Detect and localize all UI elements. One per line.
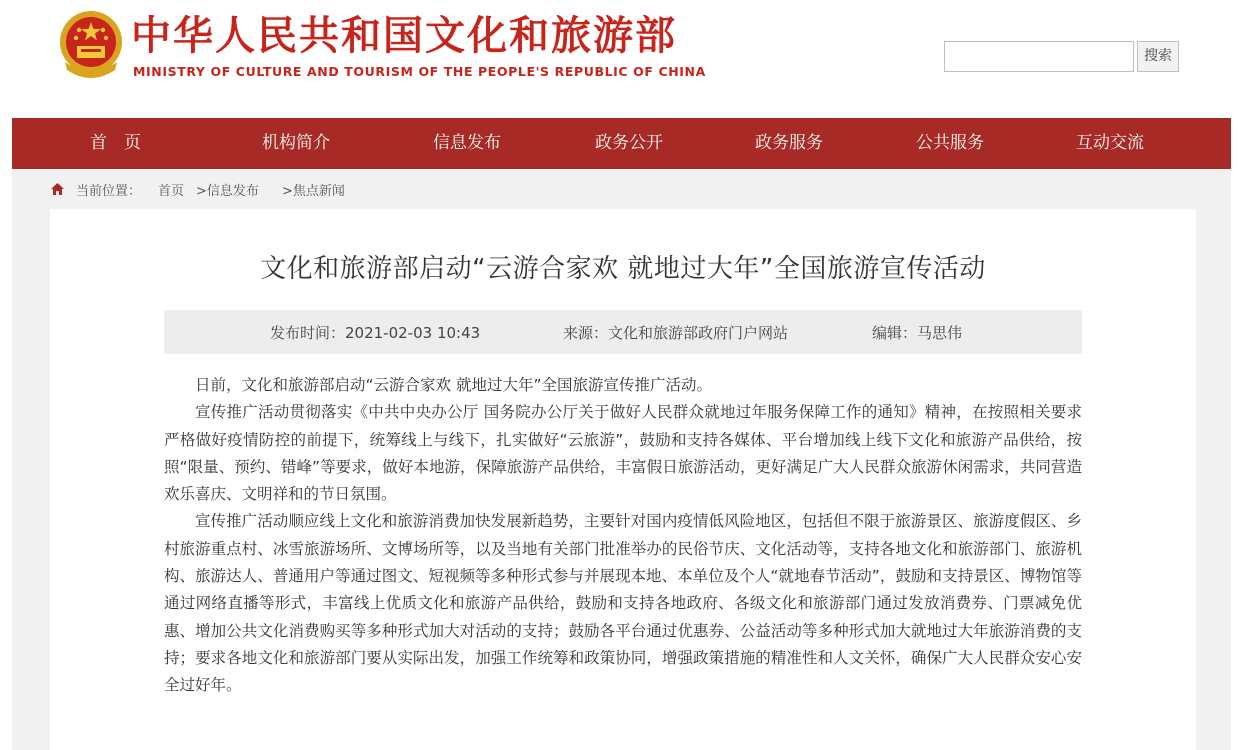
nav-item-public-services[interactable]: 公共服务 (916, 133, 984, 153)
nav-item-government-services[interactable]: 政务服务 (755, 133, 823, 153)
breadcrumb-prefix: 当前位置： (76, 184, 142, 199)
article-paragraph: 宣传推广活动贯彻落实《中共中央办公厅 国务院办公厅关于做好人民群众就地过年服务保障工作的通知》精神，在按照相关要求严格做好疫情防控的前提下，统筹线上与线下，扎实做好“云旅游”，鼓励和支持各媒体、平台增加线上线下文化和旅游产品供给，按照“限量、预约、错峰”等要求，做好本地游，保障旅游产品供给，丰富假日旅游活动，更好满足广大人民群众旅游休闲需求，共同营造欢乐喜庆、文明祥和的节日氛围。 (164, 403, 1082, 504)
nav-item-government-affairs[interactable]: 政务公开 (595, 133, 663, 153)
breadcrumb-news-link[interactable]: >信息发布 (196, 184, 259, 199)
breadcrumb (12, 169, 1231, 209)
article-body (164, 372, 1082, 700)
breadcrumb-home-link[interactable]: 首页 (158, 184, 185, 199)
site-header (0, 0, 1238, 118)
nav-item-interaction[interactable]: 互动交流 (1076, 133, 1144, 153)
nav-item-about[interactable]: 机构简介 (262, 133, 330, 153)
breadcrumb-focus-news-link[interactable]: >焦点新闻 (282, 184, 345, 199)
article-meta (164, 310, 1082, 354)
publish-time: 发布时间：2021-02-03 10:43 (270, 324, 481, 342)
page-margin-right (1196, 209, 1231, 750)
article-title: 文化和旅游部启动“云游合家欢 就地过大年”全国旅游宣传活动 (260, 254, 986, 284)
nav-item-home[interactable]: 首 页 (90, 133, 141, 153)
home-icon (50, 182, 65, 196)
main-nav (12, 118, 1231, 169)
article-editor: 编辑：马思伟 (872, 324, 963, 342)
site-title: 中华人民共和国文化和旅游部 (131, 12, 677, 59)
site-subtitle: MINISTRY OF CULTURE AND TOURISM OF THE PEOPLE'S REPUBLIC OF CHINA (133, 64, 706, 79)
page-margin-left (12, 209, 50, 750)
article-source: 来源：文化和旅游部政府门户网站 (563, 324, 789, 342)
nav-item-news[interactable]: 信息发布 (433, 133, 501, 153)
search-input[interactable] (944, 41, 1134, 72)
article-paragraph: 日前，文化和旅游部启动“云游合家欢 就地过大年”全国旅游宣传推广活动。 (195, 376, 712, 394)
search-button[interactable]: 搜索 (1137, 41, 1179, 72)
national-emblem-icon[interactable] (57, 8, 125, 84)
article-paragraph: 宣传推广活动顺应线上文化和旅游消费加快发展新趋势，主要针对国内疫情低风险地区，包括但不限于旅游景区、旅游度假区、乡村旅游重点村、冰雪旅游场所、文博场所等，以及当地有关部门批准举办的民俗节庆、文化活动等，支持各地文化和旅游部门、旅游机构、旅游达人、普通用户等通过图文、短视频等多种形式参与并展现本地、本单位及个人“就地春节活动”，鼓励和支持景区、博物馆等通过网络直播等形式，丰富线上优质文化和旅游产品供给，鼓励和支持各地政府、各级文化和旅游部门通过发放消费券、门票减免优惠、增加公共文化消费购买等多种形式加大对活动的支持；鼓励各平台通过优惠券、公益活动等多种形式加大就地过大年旅游消费的支持；要求各地文化和旅游部门要从实际出发，加强工作统筹和政策协同，增强政策措施的精准性和人文关怀，确保广大人民群众安心安全过好年。 (164, 512, 1082, 695)
